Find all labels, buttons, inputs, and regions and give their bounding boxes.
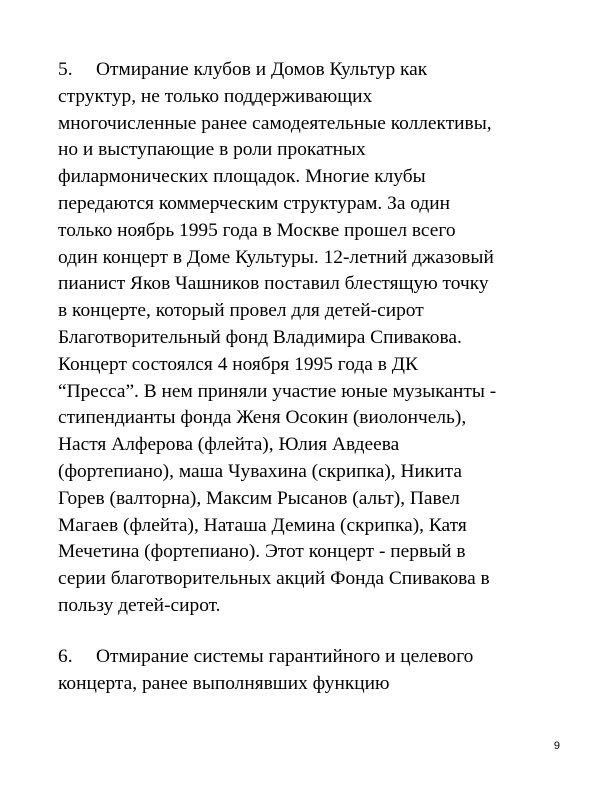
- paragraph-item-6: [58, 644, 473, 698]
- paragraph-line: (фортепиано), маша Чувахина (скрипка), Никита: [58, 460, 462, 482]
- paragraph-line-text: Отмирание клубов и Домов Культур как: [96, 59, 428, 80]
- paragraph-line-text: Отмирание системы гарантийного и целевого: [96, 646, 474, 667]
- paragraph-line: Концерт состоялся 4 ноября 1995 года в ДК: [58, 353, 418, 375]
- paragraph-line: концерта, ранее выполнявших функцию: [58, 672, 390, 694]
- paragraph-line: в концерте, который провел для детей-сирот: [58, 300, 424, 322]
- paragraph-line: пользу детей-сирот.: [58, 594, 221, 616]
- paragraph-line: филармонических площадок. Многие клубы: [58, 166, 426, 188]
- paragraph-line: [58, 644, 473, 671]
- item-number: 6.: [58, 646, 73, 667]
- paragraph-line: многочисленные ранее самодеятельные коллективы,: [58, 112, 492, 134]
- paragraph-item-5: [58, 57, 496, 620]
- page-number: 9: [553, 740, 560, 752]
- paragraph-line: передаются коммерческим структурам. За один: [58, 192, 451, 214]
- paragraph-line: но и выступающие в роли прокатных: [58, 139, 366, 161]
- paragraph-line: Благотворительный фонд Владимира Спивакова.: [58, 326, 462, 348]
- paragraph-line: “Пресса”. В нем приняли участие юные музыканты -: [58, 380, 497, 402]
- paragraph-line: пианист Яков Чашников поставил блестящую точку: [58, 273, 489, 295]
- paragraph-line: стипендианты фонда Женя Осокин (виолончель),: [58, 407, 467, 429]
- paragraph-line: один концерт в Доме Культуры. 12-летний джазовый: [58, 246, 494, 268]
- paragraph-line: структур, не только поддерживающих: [58, 85, 373, 107]
- item-number: 5.: [58, 59, 73, 80]
- paragraph-line: Горев (валторна), Максим Рысанов (альт), Павел: [58, 487, 460, 509]
- paragraph-line: Настя Алферова (флейта), Юлия Авдеева: [58, 434, 400, 456]
- paragraph-line: Магаев (флейта), Наташа Демина (скрипка), Катя: [58, 514, 467, 536]
- paragraph-line: [58, 57, 496, 84]
- paragraph-line: только ноябрь 1995 года в Москве прошел всего: [58, 219, 456, 241]
- paragraph-line: Мечетина (фортепиано). Этот концерт - первый в: [58, 541, 466, 563]
- paragraph-line: серии благотворительных акций Фонда Спивакова в: [58, 568, 490, 590]
